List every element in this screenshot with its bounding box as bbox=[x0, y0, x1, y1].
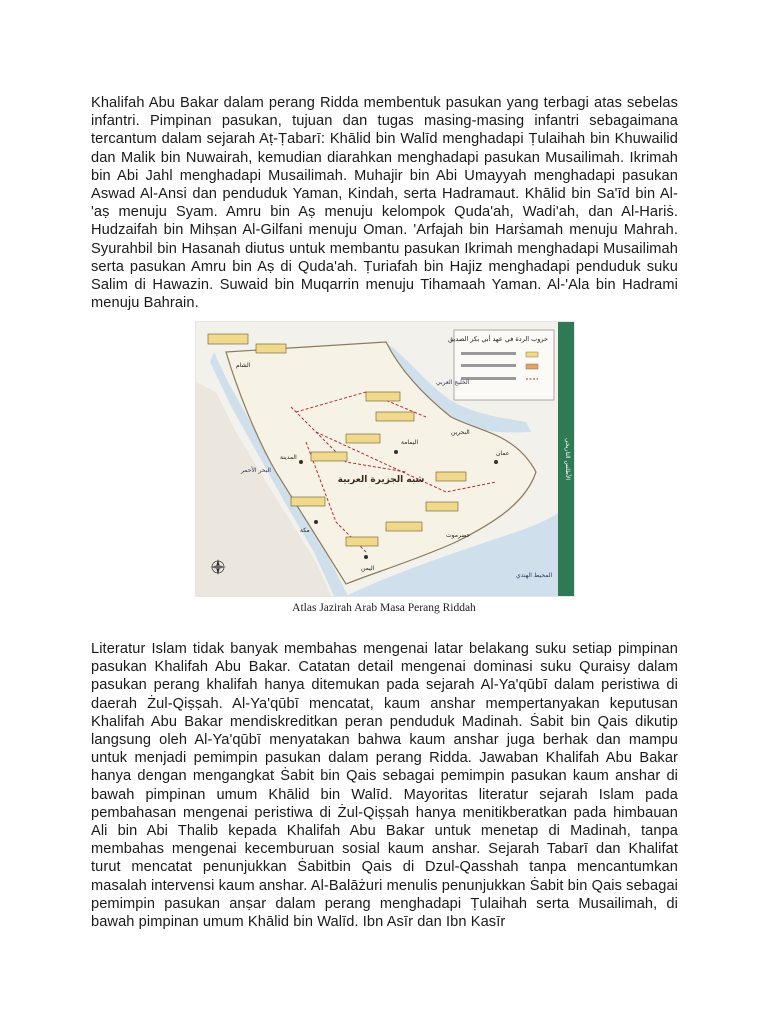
map-title: شبه الجزيرة العربية bbox=[337, 475, 425, 485]
paragraph-2: Literatur Islam tidak banyak membahas mengenai latar belakang suku setiap pimpinan pasukan Khalifah Abu Bakar. Catatan detail mengenai dominasi suku Quraisy dalam pasukan perang khalifah hanya ditemukan pada sejarah Al-Ya'qūbī dalam peristiwa di daerah Żul-Qiṣṣah. Al-Ya'qūbī mencatat, kaum anshar mempertanyakan keputusan Khalifah Abu Bakar mendiskreditkan peran penduduk Madinah. Ṡabit bin Qais dikutip langsung oleh Al-Ya'qūbī menyatakan bahwa kaum anshar juga berhak dan mampu untuk menjadi pemimpin pasukan dalam perang Ridda. Jawaban Khalifah Abu Bakar hanya dengan mengangkat Ṡabit bin Qais sebagai pemimpin pasukan kaum anshar di bawah pimpinan umum Khālid bin Walīd. Mayoritas literatur sejarah Islam pada pembahasan mengenai peristiwa di Żul-Qiṣṣah hanya menitikberatkan pada himbauan Ali bin Abi Thalib kepada Khalifah Abu Bakar untuk menetap di Madinah, tanpa membahas mengenai kecemburuan sosial kaum anshar. Sejarah Tabarī dan Khalifat turut mencatat penunjukkan Ṡabitbin Qais di Dzul-Qasshah tanpa mencantumkan masalah intervensi kaum anshar. Al-Balāżuri menulis penunjukkan Ṡabit bin Qais sebagai pemimpin pasukan anṣar dalam perang menghadapi Ṭulaihah serta Musailimah, di bawah pimpinan umum Khālid bin Walīd. Ibn Asīr dan Ibn Kasīr bbox=[91, 641, 678, 931]
label-box-3 bbox=[366, 392, 400, 401]
label-red-sea: البحر الأحمر bbox=[241, 467, 271, 474]
paragraph-1: Khalifah Abu Bakar dalam perang Ridda membentuk pasukan yang terbagi atas sebelas infantri. Pimpinan pasukan, tujuan dan tugas masing-masing infantri sebagaimana tercantum dalam sejarah Aṭ-Ṭabarī: Khālid bin Walīd menghadapi Ṭulaihah bin Khuwailid dan Malik bin Nuwairah, kemudian diarahkan menghadapi pasukan Musailimah. Ikrimah bin Abi Jahl menghadapi Musailimah. Muhajir bin Abi Umayyah menghadapi pasukan Aswad Al-Ansi dan penduduk Yaman, Kindah, serta Hadramaut. Khālid bin Sa'īd bin Al-'aṣ menuju Syam. Amru bin Aṣ menuju kelompok Quda'ah, Wadi'ah, dan Al-Hariṡ. Hudzaifah bin Mihṣan Al-Gilfani menuju Oman. 'Arfajah bin Harṡamah menuju Mahrah. Syurahbil bin Hasanah diutus untuk membantu pasukan Ikrimah menghadapi Musailimah serta pasukan Amru bin Aṣ di Quda'ah. Ṭuriafah bin Hajiz menghadapi penduduk suku Salim di Hawazin. Suwaid bin Muqarrin menuju Tihamaah Yaman. Al-'Ala bin Hadrami menuju Bahrain. bbox=[91, 95, 678, 312]
label-indian-ocean: المحيط الهندي bbox=[516, 572, 553, 579]
label-box-4 bbox=[376, 412, 414, 421]
label-box-9 bbox=[386, 522, 422, 531]
city-dot-mecca bbox=[314, 520, 318, 524]
label-yemen: اليمن bbox=[361, 565, 375, 572]
city-dot-yemen bbox=[364, 555, 368, 559]
label-box-1 bbox=[208, 334, 248, 344]
city-dot-medina bbox=[299, 460, 303, 464]
label-medina: المدينة bbox=[280, 454, 297, 461]
label-bahrain: البحرين bbox=[451, 429, 470, 436]
city-dot-yamama bbox=[394, 450, 398, 454]
label-sham: الشام bbox=[236, 362, 251, 369]
label-yamama: اليمامة bbox=[401, 439, 419, 446]
map-side-label: الأطلس التاريخي bbox=[564, 438, 571, 480]
label-box-7 bbox=[436, 472, 466, 481]
label-gulf: الخليج العربي bbox=[436, 379, 470, 386]
label-box-5 bbox=[346, 434, 380, 443]
label-mecca: مكة bbox=[300, 527, 310, 534]
label-hadramaut: حضرموت bbox=[446, 532, 471, 539]
label-box-8 bbox=[426, 502, 458, 511]
label-box-11 bbox=[291, 497, 325, 506]
legend-title: حروب الردة في عهد أبي بكر الصديق bbox=[448, 335, 548, 343]
map-figure bbox=[195, 321, 575, 597]
label-box-2 bbox=[256, 344, 286, 353]
arabia-map bbox=[196, 322, 574, 596]
figure-caption: Atlas Jazirah Arab Masa Perang Riddah bbox=[292, 602, 476, 614]
label-box-6 bbox=[311, 452, 347, 461]
city-dot-oman bbox=[494, 460, 498, 464]
label-box-10 bbox=[346, 537, 378, 546]
label-oman: عمان bbox=[496, 450, 510, 457]
